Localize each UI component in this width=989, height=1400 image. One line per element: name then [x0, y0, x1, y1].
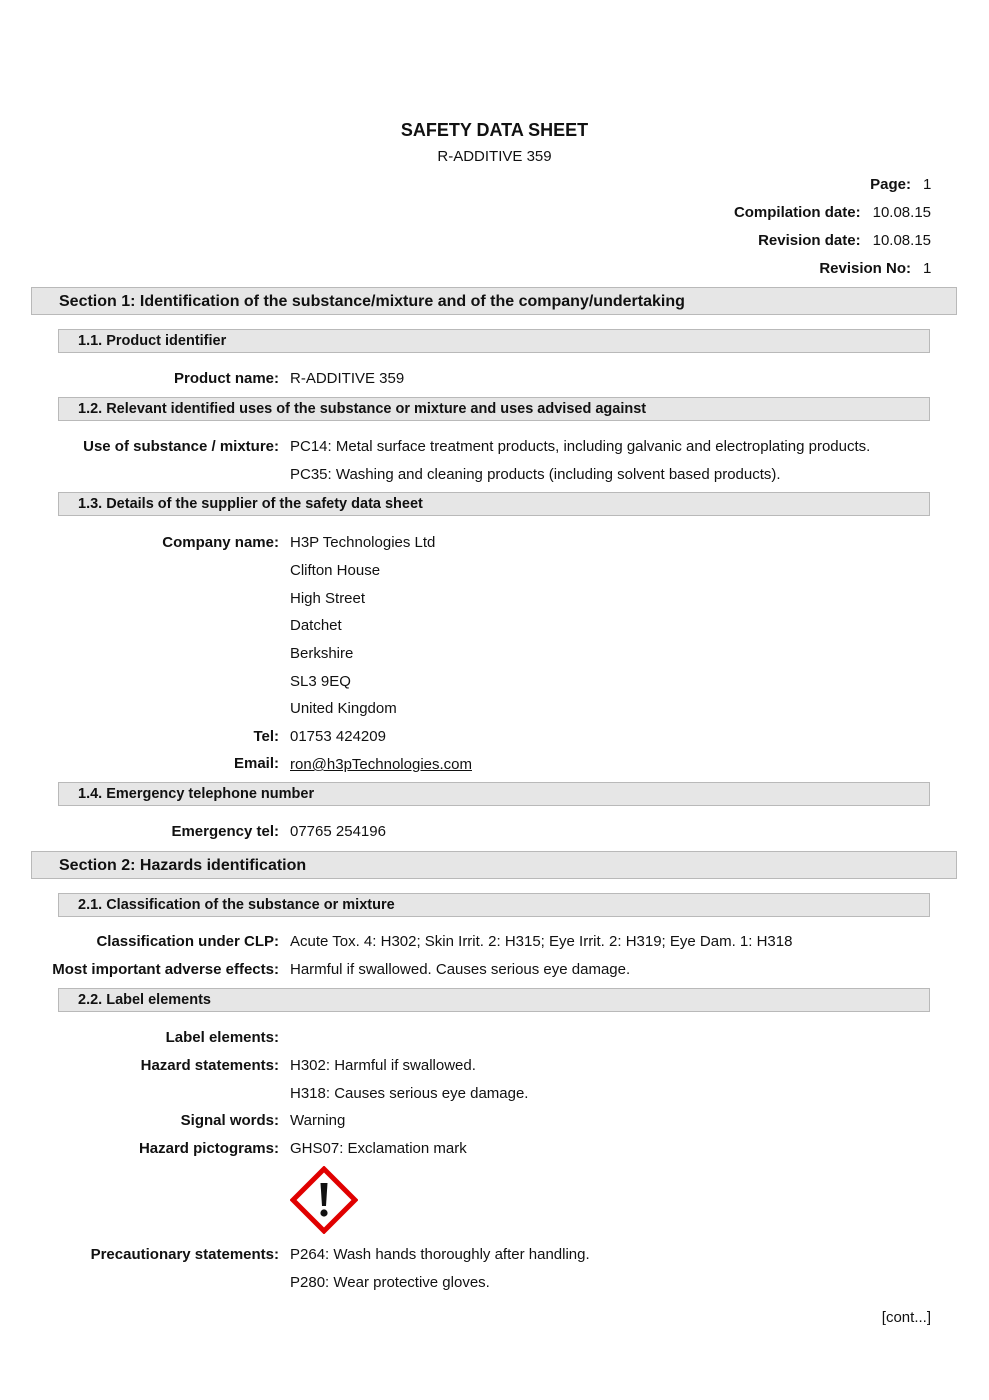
- address-line: United Kingdom: [290, 700, 397, 717]
- product-name-label: Product name:: [173, 370, 279, 387]
- document-title: SAFETY DATA SHEET: [400, 120, 589, 140]
- exclamation-mark-hazard-icon: [290, 1166, 358, 1234]
- hazard-statement: H302: Harmful if swallowed.: [290, 1057, 476, 1074]
- hazard-statements-label: Hazard statements:: [140, 1057, 279, 1074]
- address-line: Datchet: [290, 617, 342, 634]
- address-line: Clifton House: [290, 562, 381, 579]
- subsection-1-3-header: 1.3. Details of the supplier of the safety data sheet: [58, 492, 930, 516]
- clp-label: Classification under CLP:: [96, 933, 279, 950]
- product-name-value: R-ADDITIVE 359: [290, 370, 405, 387]
- clp-value: Acute Tox. 4: H302; Skin Irrit. 2: H315; Eye Irrit. 2: H319; Eye Dam. 1: H318: [290, 933, 793, 950]
- precautionary-statement: P264: Wash hands thoroughly after handling.: [290, 1246, 590, 1263]
- address-line: High Street: [290, 590, 366, 607]
- meta-revision-no-label: Revision No:: [819, 260, 911, 277]
- meta-revision-no-value: 1: [923, 260, 932, 277]
- use-value-1: PC14: Metal surface treatment products, including galvanic and electroplating products.: [290, 438, 871, 455]
- hazard-pictograms-value: GHS07: Exclamation mark: [290, 1140, 467, 1157]
- use-label: Use of substance / mixture:: [83, 438, 279, 455]
- subsection-2-1-header: 2.1. Classification of the substance or mixture: [58, 893, 930, 917]
- meta-revision-date: [758, 232, 931, 249]
- precautionary-statement: P280: Wear protective gloves.: [290, 1274, 490, 1291]
- precautionary-statements-label: Precautionary statements:: [90, 1246, 279, 1263]
- meta-compilation-date: [734, 204, 931, 221]
- adverse-effects-label: Most important adverse effects:: [52, 961, 279, 978]
- email-link[interactable]: ron@h3pTechnologies.com: [290, 756, 472, 773]
- meta-revision-date-label: Revision date:: [758, 232, 861, 249]
- hazard-statement: H318: Causes serious eye damage.: [290, 1085, 529, 1102]
- continued-marker: [cont...]: [881, 1309, 931, 1326]
- subsection-1-4-header: 1.4. Emergency telephone number: [58, 782, 930, 806]
- hazard-pictograms-label: Hazard pictograms:: [138, 1140, 279, 1157]
- use-value-2: PC35: Washing and cleaning products (including solvent based products).: [290, 466, 781, 483]
- email-label: Email:: [233, 755, 279, 772]
- address-line: SL3 9EQ: [290, 673, 351, 690]
- label-elements-label: Label elements:: [165, 1029, 279, 1046]
- subsection-1-2-header: 1.2. Relevant identified uses of the substance or mixture and uses advised against: [58, 397, 930, 421]
- company-name-label: Company name:: [162, 534, 279, 551]
- meta-page: [870, 176, 931, 193]
- subsection-1-1-header: 1.1. Product identifier: [58, 329, 930, 353]
- adverse-effects-value: Harmful if swallowed. Causes serious eye damage.: [290, 961, 631, 978]
- address-line: H3P Technologies Ltd: [290, 534, 436, 551]
- meta-compilation-value: 10.08.15: [872, 204, 931, 221]
- tel-label: Tel:: [253, 728, 279, 745]
- product-subtitle: R-ADDITIVE 359: [437, 148, 552, 165]
- emergency-tel-value: 07765 254196: [290, 823, 386, 840]
- subsection-2-2-header: 2.2. Label elements: [58, 988, 930, 1012]
- section-2-header: Section 2: Hazards identification: [31, 851, 957, 879]
- meta-revision-date-value: 10.08.15: [872, 232, 931, 249]
- section-1-header: Section 1: Identification of the substance/mixture and of the company/undertaking: [31, 287, 957, 315]
- meta-page-label: Page:: [870, 176, 911, 193]
- emergency-tel-label: Emergency tel:: [171, 823, 279, 840]
- signal-words-label: Signal words:: [180, 1112, 279, 1129]
- signal-words-value: Warning: [290, 1112, 346, 1129]
- tel-value: 01753 424209: [290, 728, 386, 745]
- meta-compilation-label: Compilation date:: [733, 204, 861, 221]
- meta-page-value: 1: [923, 176, 932, 193]
- address-line: Berkshire: [290, 645, 354, 662]
- meta-revision-no: [819, 260, 931, 277]
